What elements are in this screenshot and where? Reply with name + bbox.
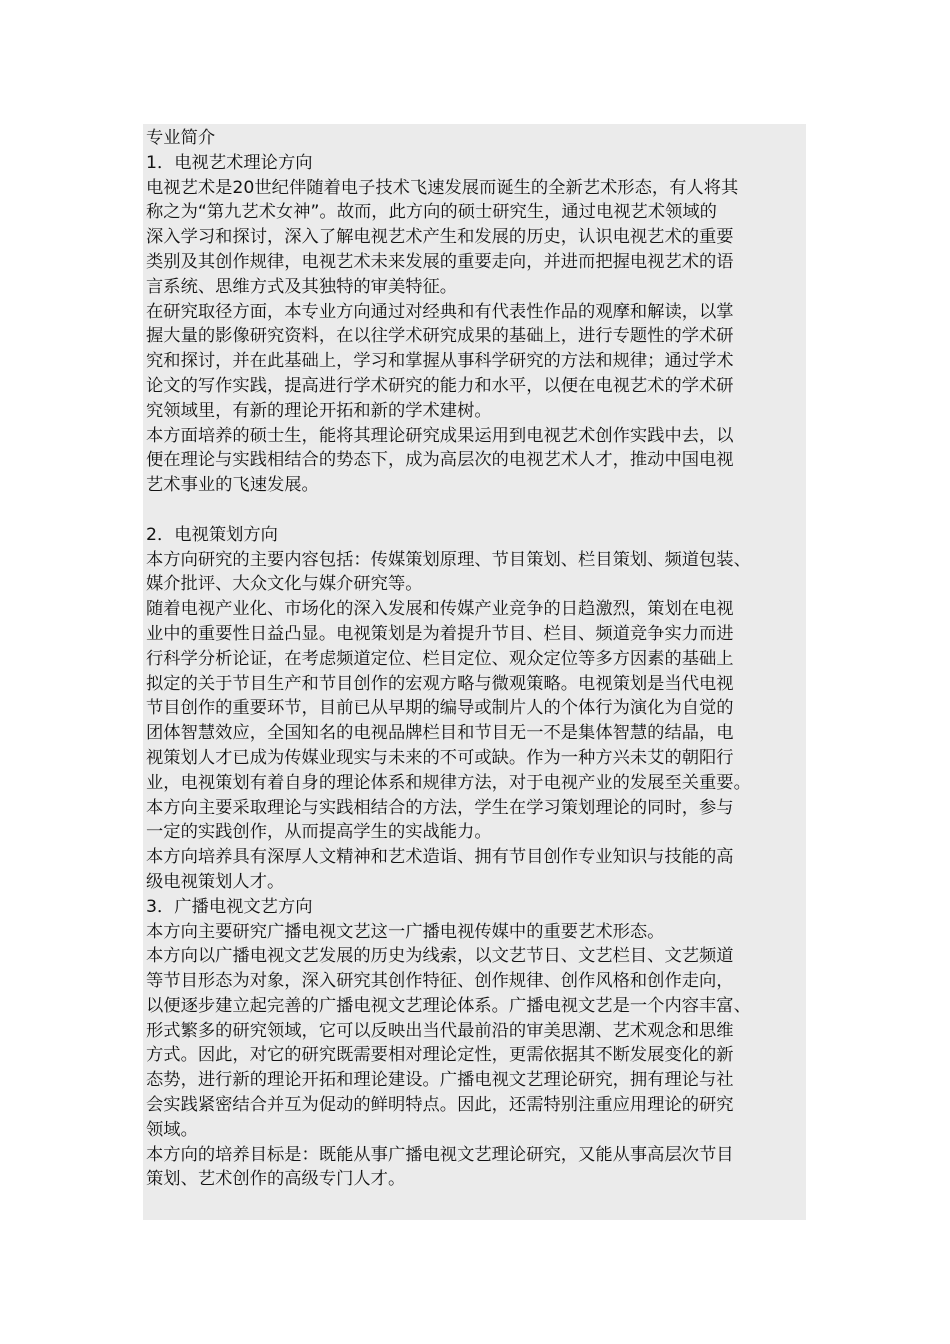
paragraph-line: 言系统、思维方式及其独特的审美特征。 — [146, 276, 458, 297]
paragraph-line: 论文的写作实践，提高进行学术研究的能力和水平，以便在电视艺术的学术研 — [146, 375, 734, 396]
blank-line — [146, 498, 806, 523]
paragraph-line: 拟定的关于节目生产和节目创作的宏观方略与微观策略。电视策划是当代电视 — [146, 673, 734, 694]
paragraph-line: 在研究取径方面，本专业方向通过对经典和有代表性作品的观摩和解读，以掌 — [146, 301, 734, 322]
paragraph-line: 等节目形态为对象，深入研究其创作特征、创作规律、创作风格和创作走向， — [146, 971, 734, 992]
paragraph-line: 业，电视策划有着自身的理论体系和规律方法，对于电视产业的发展至关重要。 — [146, 772, 751, 793]
paragraph-line: 级电视策划人才。 — [146, 871, 285, 892]
document-text-block — [143, 124, 806, 1220]
paragraph-line: 形式繁多的研究领域，它可以反映出当代最前沿的审美思潮、艺术观念和思维 — [146, 1020, 734, 1041]
paragraph-line: 电视艺术是20世纪伴随着电子技术飞速发展而诞生的全新艺术形态，有人将其 — [146, 177, 739, 198]
heading-tv-art-theory: 1．电视艺术理论方向 — [146, 152, 313, 173]
paragraph-line: 深入学习和探讨，深入了解电视艺术产生和发展的历史，认识电视艺术的重要 — [146, 227, 734, 248]
paragraph-line: 方式。因此，对它的研究既需要相对理论定性，更需依据其不断发展变化的新 — [146, 1045, 734, 1066]
paragraph-line: 业中的重要性日益凸显。电视策划是为着提升节目、栏目、频道竞争实力而进 — [146, 623, 734, 644]
paragraph-line: 媒介批评、大众文化与媒介研究等。 — [146, 574, 423, 595]
heading-tv-planning: 2．电视策划方向 — [146, 524, 278, 545]
paragraph-line: 团体智慧效应，全国知名的电视品牌栏目和节目无一不是集体智慧的结晶，电 — [146, 723, 734, 744]
paragraph-line: 视策划人才已成为传媒业现实与未来的不可或缺。作为一种方兴未艾的朝阳行 — [146, 747, 734, 768]
paragraph-line: 究和探讨，并在此基础上，学习和掌握从事科学研究的方法和规律；通过学术 — [146, 351, 734, 372]
section-intro-title: 专业简介 — [146, 128, 216, 148]
paragraph-line: 领域。 — [146, 1119, 198, 1140]
paragraph-line: 究领域里，有新的理论开拓和新的学术建树。 — [146, 400, 492, 421]
paragraph-line: 本方向研究的主要内容包括：传媒策划原理、节目策划、栏目策划、频道包装、 — [146, 549, 751, 570]
paragraph-line: 类别及其创作规律，电视艺术未来发展的重要走向，并进而把握电视艺术的语 — [146, 251, 734, 272]
paragraph-line: 随着电视产业化、市场化的深入发展和传媒产业竞争的日趋激烈，策划在电视 — [146, 599, 734, 620]
paragraph-line: 会实践紧密结合并互为促动的鲜明特点。因此，还需特别注重应用理论的研究 — [146, 1095, 734, 1116]
paragraph-line: 本方向的培养目标是：既能从事广播电视文艺理论研究，又能从事高层次节目 — [146, 1144, 734, 1165]
paragraph-line: 艺术事业的飞速发展。 — [146, 475, 319, 496]
paragraph-line: 行科学分析论证，在考虑频道定位、栏目定位、观众定位等多方因素的基础上 — [146, 648, 734, 669]
paragraph-line: 本方面培养的硕士生，能将其理论研究成果运用到电视艺术创作实践中去，以 — [146, 425, 734, 446]
paragraph-line: 握大量的影像研究资料，在以往学术研究成果的基础上，进行专题性的学术研 — [146, 326, 734, 347]
heading-broadcast-literature-art: 3．广播电视文艺方向 — [146, 896, 313, 917]
paragraph-line: 节目创作的重要环节，目前已从早期的编导或制片人的个体行为演化为自觉的 — [146, 698, 734, 719]
paragraph-line: 便在理论与实践相结合的势态下，成为高层次的电视艺术人才，推动中国电视 — [146, 450, 734, 471]
paragraph-line: 本方向主要研究广播电视文艺这一广播电视传媒中的重要艺术形态。 — [146, 921, 665, 942]
paragraph-line: 策划、艺术创作的高级专门人才。 — [146, 1169, 406, 1190]
paragraph-line: 一定的实践创作，从而提高学生的实战能力。 — [146, 822, 492, 843]
paragraph-line: 本方向培养具有深厚人文精神和艺术造诣、拥有节目创作专业知识与技能的高 — [146, 847, 734, 868]
paragraph-line: 以便逐步建立起完善的广播电视文艺理论体系。广播电视文艺是一个内容丰富、 — [146, 995, 751, 1016]
paragraph-line: 本方向以广播电视文艺发展的历史为线索，以文艺节日、文艺栏目、文艺频道 — [146, 946, 734, 967]
paragraph-line: 本方向主要采取理论与实践相结合的方法，学生在学习策划理论的同时，参与 — [146, 797, 734, 818]
paragraph-line: 态势，进行新的理论开拓和理论建设。广播电视文艺理论研究，拥有理论与社 — [146, 1070, 734, 1091]
paragraph-line: 称之为“第九艺术女神”。故而，此方向的硕士研究生，通过电视艺术领域的 — [146, 202, 717, 223]
